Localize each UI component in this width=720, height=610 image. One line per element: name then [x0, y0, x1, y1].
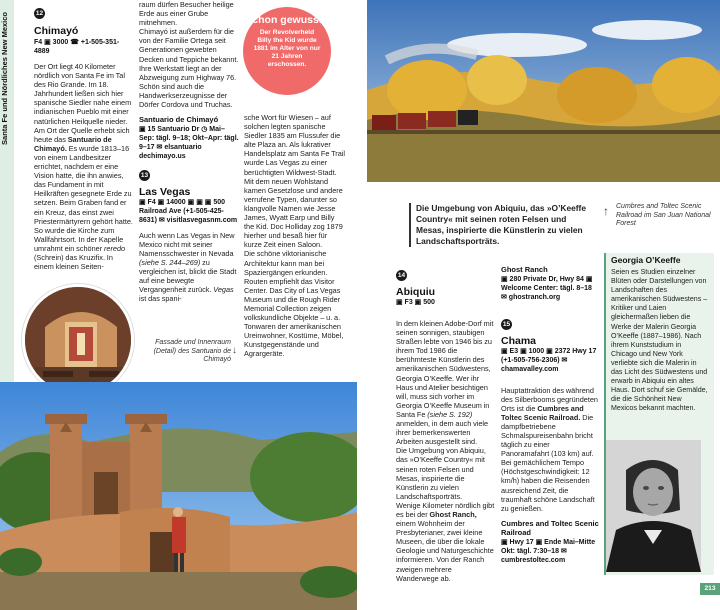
chimayo-info: F4 ▣ 3000 ☎ +1-505-351-4889: [34, 39, 120, 55]
chimayo-santuario-photo: [0, 382, 357, 610]
lv-text-a: Auch wenn Las Vegas in New Mexico nicht mit seiner Namensschwester in Nevada: [139, 230, 235, 258]
ghost-ranch-title: Ghost Ranch: [501, 265, 548, 274]
las-vegas-info: ▣ F4 ▣ 14000 ▣ ▣ ▣ 500 Railroad Ave (+1-505-425-8631) ✉ visitlasvegasnm.com: [139, 198, 238, 224]
chimayo-santuario-bold: Santuario de Chimayó.: [34, 134, 112, 153]
chimayo-text: [34, 62, 133, 271]
entry-number-12: 12: [35, 10, 44, 18]
callout-title: Schon gewusst?: [245, 14, 329, 26]
column-2: [139, 0, 239, 303]
chimayo-section: [34, 5, 133, 271]
abiquiu-text: [396, 319, 496, 583]
santuario-title: Santuario de Chimayó: [139, 115, 219, 125]
las-vegas-title: Las Vegas: [139, 185, 191, 198]
abiquiu-ref: (siehe S. 192): [427, 409, 473, 419]
ghost-ranch-bold: Ghost Ranch,: [429, 509, 477, 519]
okeefe-portrait-photo: [606, 440, 701, 572]
entry-number-13: 13: [140, 171, 149, 179]
lv-text-c: ist das spani-: [139, 294, 182, 304]
page-number: 213: [700, 583, 720, 595]
railroad-bold: Cumbres and Toltec Scenic Railroad.: [501, 403, 584, 422]
abiquiu-text-c: einem Wohnheim der Presbyterianer, zwei kleine Museen, die über die lokale Geologie und Naturgeschichte informieren. Von der Ranch zweigen mehrere Wanderwege ab.: [396, 519, 494, 583]
column-5: [501, 265, 599, 565]
cumbres-toltec-train-photo: [367, 0, 720, 182]
las-vegas-continued-text: sche Wort für Wiesen – auf solchen legten spanische Siedler 1835 am Flussufer die alte Plaza an. Als lukrativer Handelsplatz am Santa Fe Trail wurde Las Vegas zu einer berüchtigten Wildwest-Stadt. Mit dem neuen Wohlstand kamen Gesetzlose und andere verrufene Typen, darunter so klangvolle Namen wie Jesse James, Wyatt Earp und Billy the Kid. Doc Holliday zog 1879 hierher und besaß hier für kurze Zeit einen Saloon. Die schöne viktorianische Architektur kann man bei Spaziergängen erkunden. Routen empfiehlt das Visitor Center. Das City of Las Vegas Museum und die Rough Rider Memorial Collection zeigen volkskundliche Objekte – u. a. Tonwaren der amerikanischen Ureinwohner, Kostüme, Möbel, Kunstgegenstände und Agrargeräte.: [244, 113, 345, 359]
chimayo-continued-text: raum dürfen Besucher heilige Erde aus einer Grube mitnehmen. Chimayó ist außerdem für die von der Familie Ortega seit Generationen gewebten Decken und Teppiche bekannt. Ihre Werkstatt liegt an der Abzweigung zum Highway 76. Schön sind auch die Handwerkserzeugnisse der Dörfer Cordova und Truchas.: [139, 0, 239, 110]
chama-text: [501, 386, 599, 513]
chimayo-reredo: reredo: [103, 243, 126, 253]
okeefe-text: Seien es Studien einzelner Blüten oder Darstellungen von Landschaften des amerikanischen Südwestens – Kritiker und Laien gleichermaßen lieben die Werke der Malerin Georgia O’Keeffe (1887–1986). Nach ihrem Kunststudium in Chicago und New York verliebte sich die Malerin in das Licht des Südwestens und erwarb in Abiquiu ein altes Haus. Dort schuf sie Gemälde, die die Schönheit New Mexicos bekannt machten.: [611, 268, 708, 413]
did-you-know-callout: [243, 7, 331, 95]
abiquiu-text-b: anmelden, in dem auch viele ihrer bemerkenswerten Arbeiten ausgestellt sind. Die Umgebung von Abiquiu, das »O’Keeffe Country« mit seinen roten Felsen und Mesas, inspirierte die Künstlerin zu vielen Landschaftsporträts. Wenige Kilometer nördlich gibt es bei der: [396, 419, 495, 519]
lv-vegas-italic: Vegas: [213, 285, 234, 295]
abiquiu-info: ▣ F3 ▣ 500: [396, 299, 435, 306]
chapel-caption: Fassade und Innenraum (Detail) des Santuario de Chimayó: [153, 339, 231, 364]
chimayo-title: Chimayó: [34, 25, 79, 37]
pull-quote: Die Umgebung von Abiquiu, das »O’Keeffe Country« mit seinen roten Felsen und Mesas, inspirierte die Künstlerin zu vielen Landschaftsporträts.: [409, 203, 595, 247]
entry-number-15: 15: [502, 320, 511, 328]
santuario-info: ▣ 15 Santuario Dr ◷ Mai–Sep: tägl. 9–18; Okt–Apr: tägl. 9–17 ✉ elsantuario dechimayo.us: [139, 125, 239, 160]
chimayo-text-c: (Schrein) das Kruzifix. In einem kleinen Seiten-: [34, 252, 113, 272]
abiquiu-title: Abiquiu: [396, 286, 436, 298]
arrow-down-icon: ↓: [232, 345, 237, 356]
chapter-label-bold: Santa Fe und Nördliches New Mexico: [0, 12, 9, 145]
chimayo-text-a: Der Ort liegt 40 Kilometer nördlich von Santa Fe im Tal des Rio Grande. Im 18. Jahrhundert ließen sich hier spanische Siedler nahe einem indianischen Pueblo mit einer natürlichen Heilquelle nieder. Am Ort der Quelle erhebt sich heute das: [34, 62, 132, 144]
lv-ref: (siehe S. 244–269): [139, 257, 201, 267]
chimayo-text-b: Es wurde 1813–16 von einem Landbesitzer errichtet, nachdem er eine Vision hatte, die ihn anwies, das Fundament in mit Heilkräften gesegnete Erde zu setzen. Beim Graben fand er ein Kreuz, das einst zwei Priestermärtyrern gehört hatte. So wurde die Kirche zum Wallfahrtsort. In der Kapelle umrahmt ein schöner: [34, 143, 133, 253]
chama-text-a: Hauptattraktion des während des Silberbooms gegründeten Orts ist die: [501, 385, 598, 413]
entry-number-14: 14: [397, 272, 406, 280]
railroad-title: Cumbres and Toltec Scenic Railroad: [501, 518, 599, 538]
arrow-up-icon: ↑: [603, 204, 609, 218]
las-vegas-text: [139, 231, 239, 304]
abiquiu-section: [396, 267, 496, 583]
lv-text-b: zu vergleichen ist, blickt die Stadt auf eine bewegte Vergangenheit zurück.: [139, 257, 237, 295]
chama-text-b: Die dampfbetriebene Schmalspureisenbahn bricht täglich zu einer Panoramafahrt (103 km) auf. Bei gemächlichem Tempo (Höchstgeschwindigkeit: 12 km/h) haben die Reisenden ausreichend Zeit, die traumhaft schöne Landschaft zu genießen.: [501, 412, 595, 513]
ghost-ranch-info: ▣ 280 Private Dr, Hwy 84 ▣ Welcome Center: tägl. 8–18 ✉ ghostranch.org: [501, 275, 593, 301]
abiquiu-text-a: In dem kleinen Adobe-Dorf mit seinen sonnigen, staubigen Straßen lebte von 1946 bis zu ihrem Tod 1986 die berühmteste Künstlerin des amerikanischen Südwestens, Georgia O’Keeffe. Wer ihr Haus und Atelier besichtigen will, muss sich vorher im Georgia O’Keeffe Museum in Santa Fe: [396, 319, 494, 419]
chama-info: ▣ E3 ▣ 1000 ▣ 2372 Hwy 17 (+1-505-756-2306) ✉ chamavalley.com: [501, 347, 597, 373]
chama-title: Chama: [501, 334, 537, 347]
train-caption: Cumbres and Toltec Scenic Railroad im San Juan National Forest: [616, 203, 711, 228]
chapel-interior-photo: [22, 284, 134, 396]
okeefe-title: Georgia O’Keeffe: [611, 255, 681, 265]
railroad-info: ▣ Hwy 17 ▣ Ende Mai–Mitte Okt: tägl. 7:30–18 ✉ cumbrestoltec.com: [501, 538, 596, 564]
callout-body: Der Revolverheld Billy the Kid wurde 1881 im Alter von nur 21 Jahren erschossen.: [253, 29, 321, 68]
